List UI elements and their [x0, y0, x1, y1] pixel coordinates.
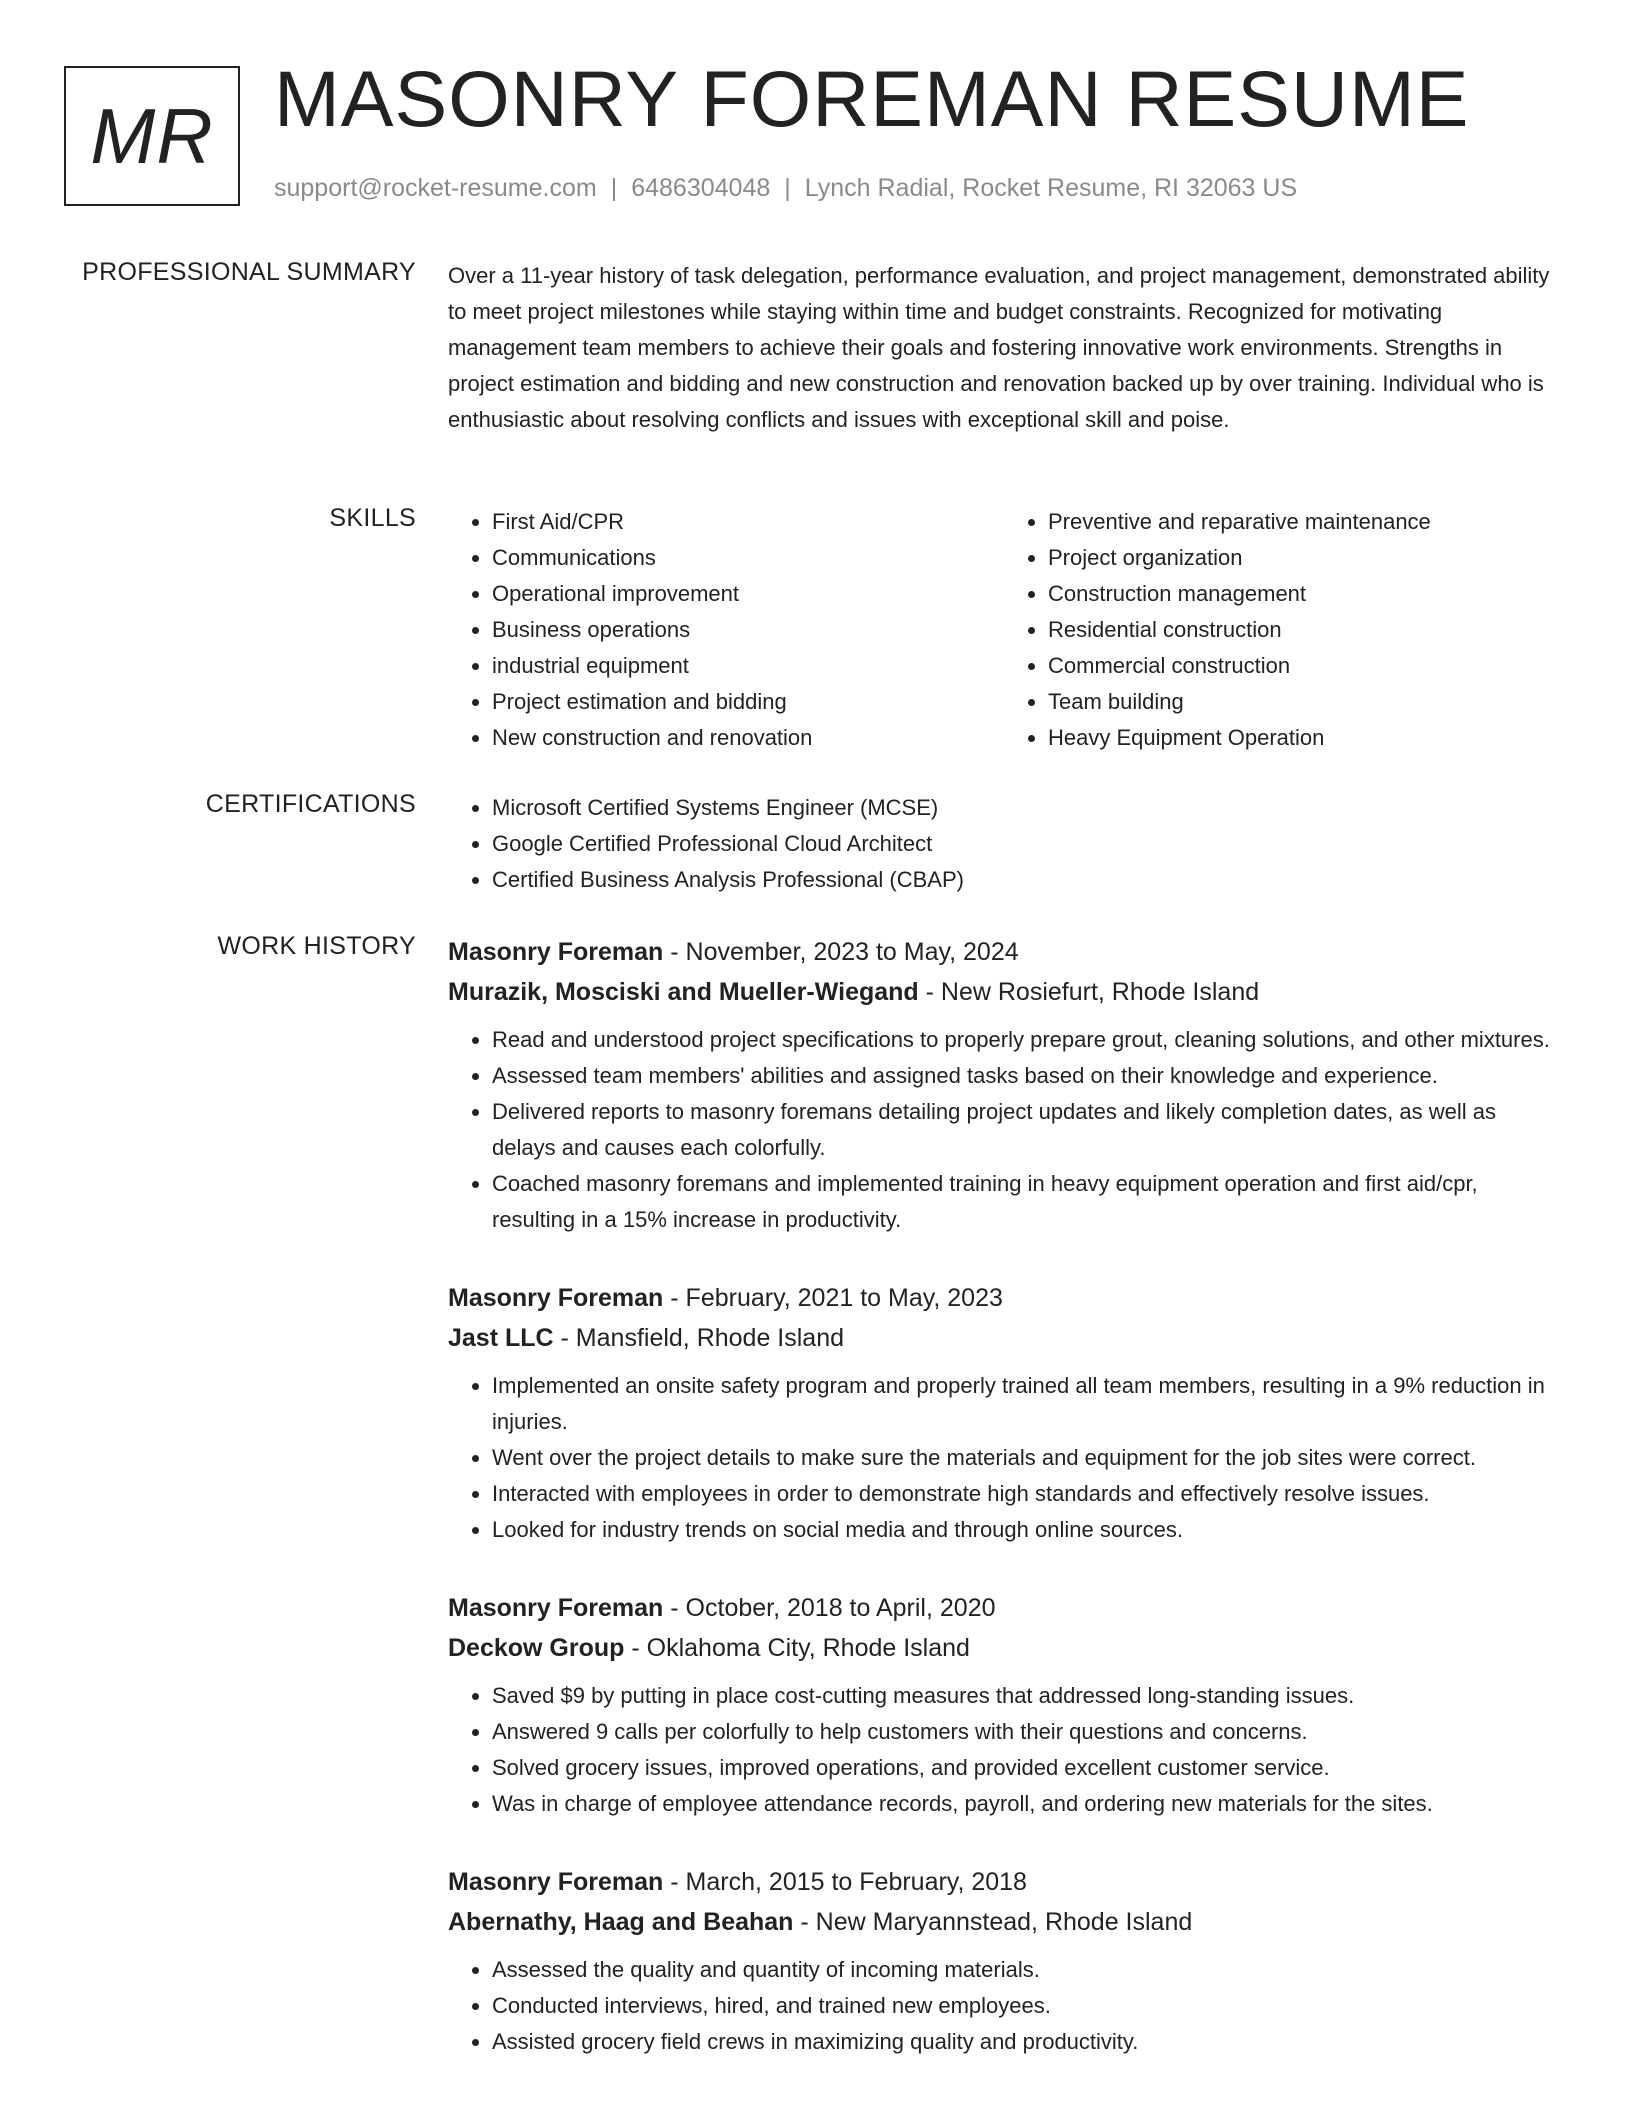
monogram-logo: [64, 66, 240, 206]
skill-item: • Commercial construction: [1048, 648, 1560, 684]
job-title-line: [448, 1588, 1560, 1628]
certifications-body: [448, 790, 1560, 898]
job-bullet: • Solved grocery issues, improved operations, and provided excellent customer service.: [492, 1750, 1560, 1786]
job-title: Masonry Foreman: [448, 1284, 664, 1312]
skill-item: • industrial equipment: [492, 648, 1004, 684]
section-heading-skills: SKILLS: [329, 504, 416, 532]
contact-email: support@rocket-resume.com: [274, 174, 597, 202]
skill-item: • Operational improvement: [492, 576, 1004, 612]
certifications-list: [448, 790, 1560, 898]
certification-item: • Microsoft Certified Systems Engineer (MCSE): [492, 790, 1560, 826]
job-entry: [448, 1588, 1560, 1822]
job-bullet: • Implemented an onsite safety program and properly trained all team members, resulting in a 9% reduction in injuries.: [492, 1368, 1560, 1440]
job-bullet: • Read and understood project specifications to properly prepare grout, cleaning solutions, and other mixtures.: [492, 1022, 1560, 1058]
skill-item: • Team building: [1048, 684, 1560, 720]
certification-item: • Google Certified Professional Cloud Architect: [492, 826, 1560, 862]
job-bullet: • Answered 9 calls per colorfully to help customers with their questions and concerns.: [492, 1714, 1560, 1750]
skills-list-left: [448, 504, 1004, 756]
page-title: MASONRY FOREMAN RESUME: [274, 54, 1470, 143]
job-company-line: [448, 972, 1560, 1012]
job-location: - Mansfield, Rhode Island: [553, 1324, 845, 1352]
monogram-text: MR: [90, 91, 214, 180]
skill-item: • Preventive and reparative maintenance: [1048, 504, 1560, 540]
job-bullet: • Assisted grocery field crews in maximizing quality and productivity.: [492, 2024, 1560, 2060]
skill-item: • Construction management: [1048, 576, 1560, 612]
job-bullet: • Assessed team members' abilities and assigned tasks based on their knowledge and experience.: [492, 1058, 1560, 1094]
skill-item: • Project estimation and bidding: [492, 684, 1004, 720]
skills-body: [448, 504, 1560, 756]
contact-phone: 6486304048: [631, 174, 771, 202]
summary-text: Over a 11-year history of task delegation, performance evaluation, and project management, demonstrated ability to meet project milestones while staying within time and budget constraints. Recognized for motivating management team members to achieve their goals and fostering innovative work environments. Strengths in project estimation and bidding and new construction and renovation backed up by over training. Individual who is enthusiastic about resolving conflicts and issues with exceptional skill and poise.: [448, 263, 1550, 432]
work-history-body: [448, 932, 1560, 2100]
job-bullet: • Assessed the quality and quantity of incoming materials.: [492, 1952, 1560, 1988]
job-entry: [448, 932, 1560, 1238]
job-dates: - October, 2018 to April, 2020: [663, 1594, 996, 1622]
section-heading-work-history: WORK HISTORY: [217, 932, 416, 960]
job-title-line: [448, 1278, 1560, 1318]
job-bullet: • Conducted interviews, hired, and trained new employees.: [492, 1988, 1560, 2024]
job-title: Masonry Foreman: [448, 1868, 664, 1896]
job-title-line: [448, 1862, 1560, 1902]
job-entry: [448, 1862, 1560, 2060]
skill-item: • Business operations: [492, 612, 1004, 648]
job-company: Jast LLC: [448, 1324, 554, 1352]
job-bullets: [448, 1678, 1560, 1822]
job-bullet: • Saved $9 by putting in place cost-cutting measures that addressed long-standing issues.: [492, 1678, 1560, 1714]
job-location: - New Rosiefurt, Rhode Island: [918, 978, 1260, 1006]
job-dates: - November, 2023 to May, 2024: [663, 938, 1019, 966]
contact-separator: |: [610, 174, 618, 202]
section-heading-summary: PROFESSIONAL SUMMARY: [82, 258, 416, 286]
job-location: - New Maryannstead, Rhode Island: [793, 1908, 1193, 1936]
job-dates: - March, 2015 to February, 2018: [663, 1868, 1027, 1896]
skill-item: • Heavy Equipment Operation: [1048, 720, 1560, 756]
job-bullet: • Looked for industry trends on social media and through online sources.: [492, 1512, 1560, 1548]
skill-item: • First Aid/CPR: [492, 504, 1004, 540]
contact-address: Lynch Radial, Rocket Resume, RI 32063 US: [804, 174, 1298, 202]
section-heading-certifications: CERTIFICATIONS: [205, 790, 416, 818]
job-bullets: [448, 1368, 1560, 1548]
skill-item: • Project organization: [1048, 540, 1560, 576]
skills-list-right: [1004, 504, 1560, 756]
job-company: Murazik, Mosciski and Mueller-Wiegand: [448, 978, 919, 1006]
skill-item: • Communications: [492, 540, 1004, 576]
job-bullets: [448, 1022, 1560, 1238]
job-company-line: [448, 1628, 1560, 1668]
job-dates: - February, 2021 to May, 2023: [663, 1284, 1003, 1312]
job-bullet: • Coached masonry foremans and implemented training in heavy equipment operation and first aid/cpr, resulting in a 15% increase in productivity.: [492, 1166, 1560, 1238]
job-company: Deckow Group: [448, 1634, 625, 1662]
skill-item: • New construction and renovation: [492, 720, 1004, 756]
skill-item: • Residential construction: [1048, 612, 1560, 648]
job-bullet: • Interacted with employees in order to demonstrate high standards and effectively resolve issues.: [492, 1476, 1560, 1512]
job-bullet: • Went over the project details to make sure the materials and equipment for the job sites were correct.: [492, 1440, 1560, 1476]
job-title: Masonry Foreman: [448, 1594, 664, 1622]
job-title: Masonry Foreman: [448, 938, 664, 966]
job-entry: [448, 1278, 1560, 1548]
job-location: - Oklahoma City, Rhode Island: [624, 1634, 970, 1662]
job-company-line: [448, 1318, 1560, 1358]
job-company: Abernathy, Haag and Beahan: [448, 1908, 794, 1936]
contact-line: [274, 174, 1297, 203]
certification-item: • Certified Business Analysis Professional (CBAP): [492, 862, 1560, 898]
contact-separator: |: [784, 174, 791, 202]
skills-columns: [448, 504, 1560, 756]
job-bullet: • Delivered reports to masonry foremans detailing project updates and likely completion dates, as well as delays and causes each colorfully.: [492, 1094, 1560, 1166]
job-company-line: [448, 1902, 1560, 1942]
summary-body: [448, 258, 1560, 438]
job-title-line: [448, 932, 1560, 972]
job-bullet: • Was in charge of employee attendance records, payroll, and ordering new materials for the sites.: [492, 1786, 1560, 1822]
job-bullets: [448, 1952, 1560, 2060]
